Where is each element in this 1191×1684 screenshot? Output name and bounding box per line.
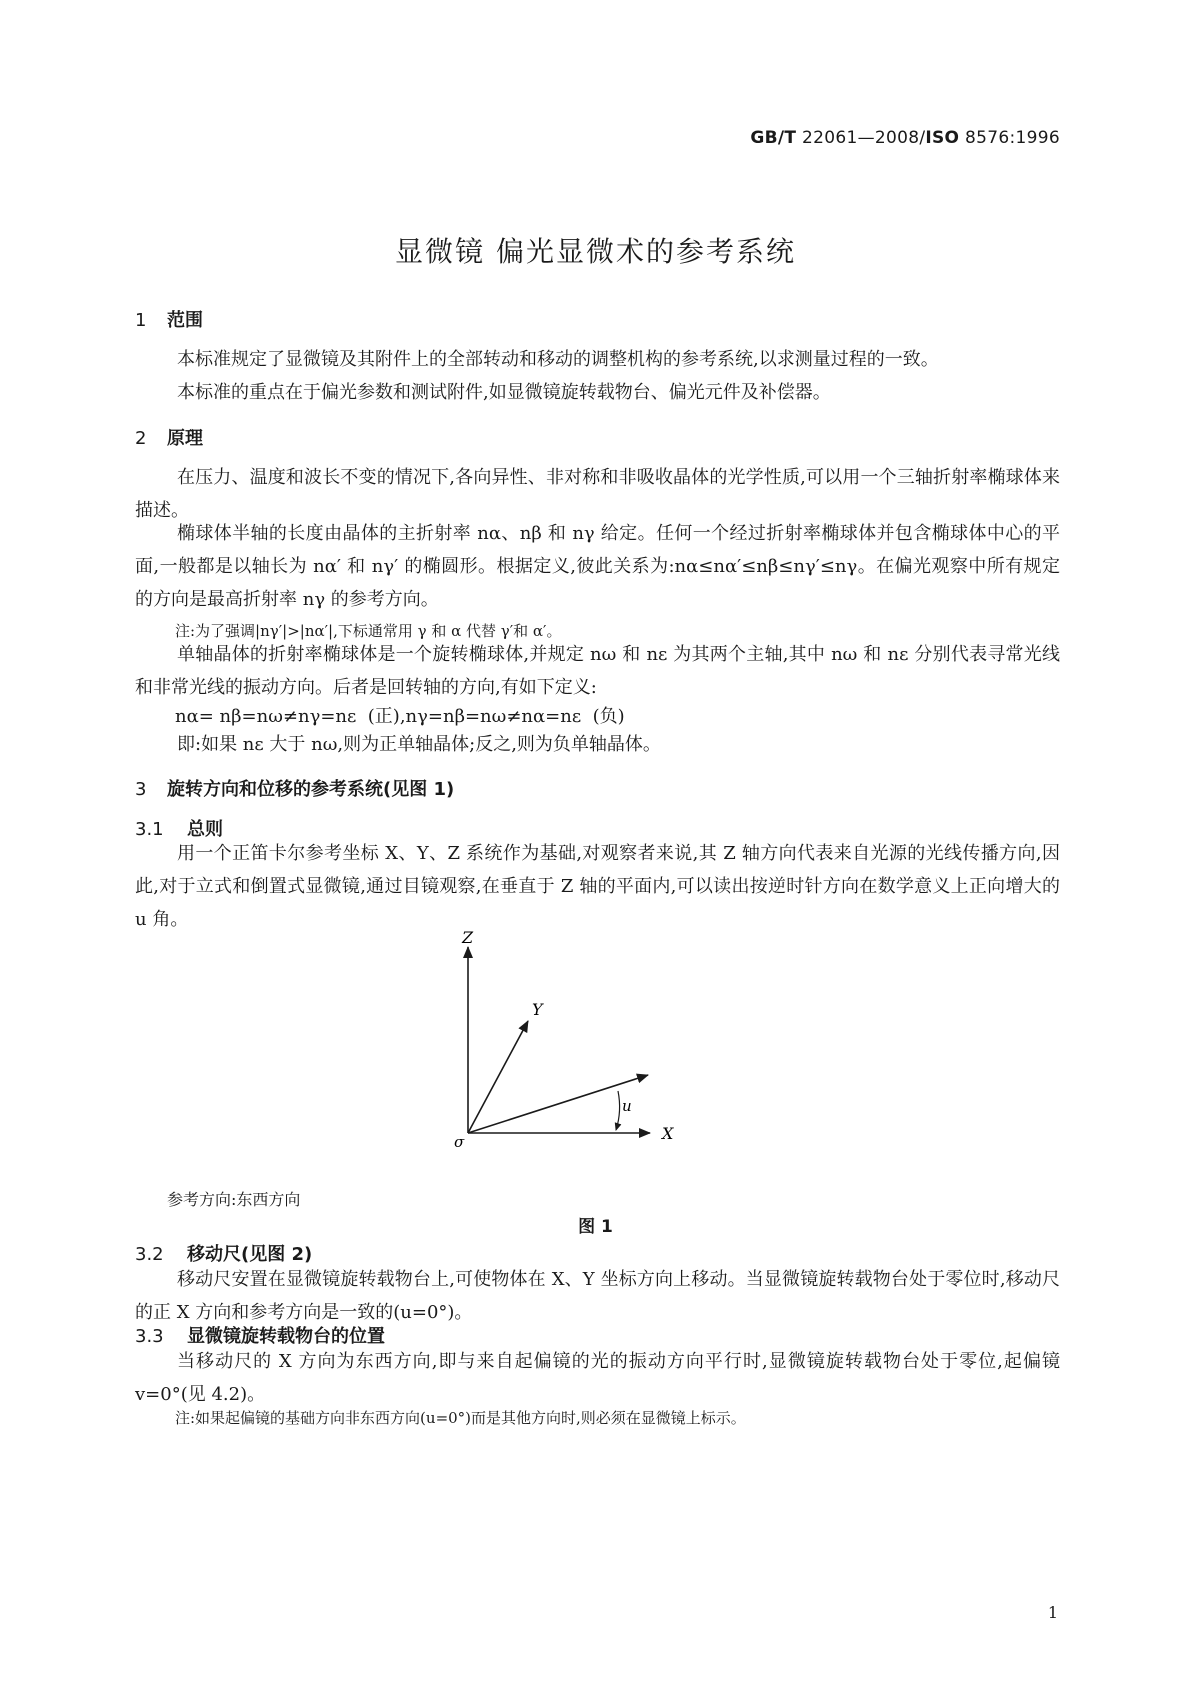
section-2-number: 2 bbox=[135, 428, 147, 449]
u-angle-arc bbox=[616, 1091, 620, 1130]
z-axis-label: Z bbox=[462, 928, 474, 947]
section-3-2-number: 3.2 bbox=[135, 1244, 164, 1265]
document-title: 显微镜 偏光显微术的参考系统 bbox=[395, 235, 796, 268]
x-axis-label: X bbox=[662, 1124, 674, 1143]
figure-1-reference-note: 参考方向:东西方向 bbox=[167, 1190, 301, 1209]
section-3-2-paragraph: 移动尺安置在显微镜旋转载物台上,可使物体在 X、Y 坐标方向上移动。当显微镜旋转载物台处于零位时,移动尺的正 X 方向和参考方向是一致的(u=0°)。 bbox=[135, 1269, 1060, 1323]
figure-1-caption: 图 1 bbox=[578, 1217, 613, 1237]
section-2-paragraph-4: 即:如果 nε 大于 nω,则为正单轴晶体;反之,则为负单轴晶体。 bbox=[177, 734, 661, 755]
section-3-3-paragraph: 当移动尺的 X 方向为东西方向,即与来自起偏镜的光的振动方向平行时,显微镜旋转载物台处于零位,起偏镜 v=0°(见 4.2)。 bbox=[135, 1351, 1060, 1405]
section-2-paragraph-2: 椭球体半轴的长度由晶体的主折射率 nα、nβ 和 nγ 给定。任何一个经过折射率椭球体并包含椭球体中心的平面,一般都是以轴长为 nα′ 和 nγ′ 的椭圆形。根据定义,彼此关系为:nα≤nα′≤nβ≤nγ′≤nγ。在偏光观察中所有规定的方向是最高折射率 nγ 的参考方向。 bbox=[135, 523, 1060, 610]
y-axis-label: Y bbox=[532, 1000, 543, 1019]
section-1-number: 1 bbox=[135, 310, 147, 331]
section-2-heading bbox=[135, 424, 203, 450]
section-3-1-number: 3.1 bbox=[135, 819, 164, 840]
section-2-note: 注:为了强调|nγ′|>|nα′|,下标通常用 γ 和 α 代替 γ′和 α′。 bbox=[175, 622, 562, 640]
std-number: 22061—2008/ bbox=[802, 128, 926, 148]
u-angle-label: u bbox=[622, 1097, 632, 1115]
section-3-3-title: 显微镜旋转载物台的位置 bbox=[187, 1326, 385, 1347]
section-2-paragraph-1: 在压力、温度和波长不变的情况下,各向异性、非对称和非吸收晶体的光学性质,可以用一个三轴折射率椭球体来描述。 bbox=[135, 467, 1060, 521]
section-1-paragraph-1: 本标准规定了显微镜及其附件上的全部转动和移动的调整机构的参考系统,以求测量过程的一致。 bbox=[177, 349, 939, 370]
section-3-3-note: 注:如果起偏镜的基础方向非东西方向(u=0°)而是其他方向时,则必须在显微镜上标示。 bbox=[175, 1409, 746, 1427]
page-number: 1 bbox=[1047, 1603, 1058, 1622]
iso-number: 8576:1996 bbox=[965, 128, 1060, 148]
section-1-heading bbox=[135, 306, 203, 332]
section-2-title: 原理 bbox=[167, 428, 203, 449]
section-1-title: 范围 bbox=[167, 310, 203, 331]
standard-number bbox=[750, 128, 1060, 148]
section-1-paragraph-2: 本标准的重点在于偏光参数和测试附件,如显微镜旋转载物台、偏光元件及补偿器。 bbox=[177, 382, 831, 403]
section-3-1-paragraph: 用一个正笛卡尔参考坐标 X、Y、Z 系统作为基础,对观察者来说,其 Z 轴方向代表来自光源的光线传播方向,因此,对于立式和倒置式显微镜,通过目镜观察,在垂直于 Z 轴的平面内,可以读出按逆时针方向在数学意义上正向增大的 u 角。 bbox=[135, 843, 1060, 930]
section-3-1-title: 总则 bbox=[187, 819, 223, 840]
section-2-paragraph-3: 单轴晶体的折射率椭球体是一个旋转椭球体,并规定 nω 和 nε 为其两个主轴,其中 nω 和 nε 分别代表寻常光线和非常光线的振动方向。后者是回转轴的方向,有如下定义: bbox=[135, 644, 1060, 698]
figure-1-axes-diagram bbox=[450, 925, 710, 1155]
section-3-number: 3 bbox=[135, 779, 147, 800]
section-3-title: 旋转方向和位移的参考系统(见图 1) bbox=[167, 779, 455, 800]
section-3-2-title: 移动尺(见图 2) bbox=[187, 1244, 313, 1265]
section-3-3-number: 3.3 bbox=[135, 1326, 164, 1347]
section-2-formula: nα= nβ=nω≠nγ=nε (正),nγ=nβ=nω≠nα=nε (负) bbox=[175, 706, 625, 727]
section-3-heading bbox=[135, 775, 454, 801]
iso-prefix: ISO bbox=[925, 128, 960, 148]
std-prefix: GB/T bbox=[750, 128, 797, 148]
origin-label: σ bbox=[454, 1133, 465, 1151]
